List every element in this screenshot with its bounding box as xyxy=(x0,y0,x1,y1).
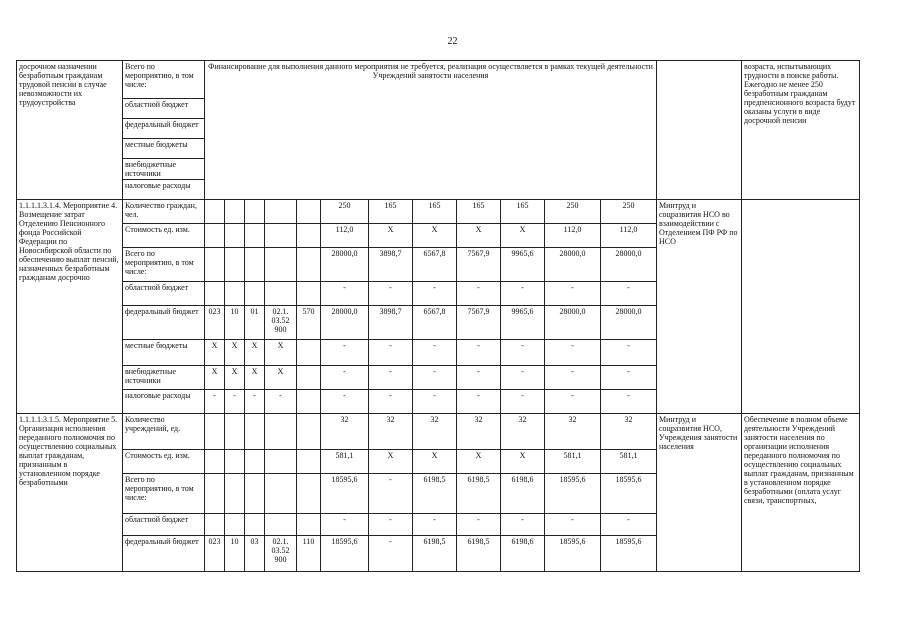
budget-code: Х xyxy=(225,366,245,390)
budget-code: 10 xyxy=(225,306,245,340)
budget-code xyxy=(205,248,225,282)
value-cell: 581,1 xyxy=(321,450,369,474)
budget-code: 023 xyxy=(205,306,225,340)
value-cell: - xyxy=(545,282,601,306)
table-row xyxy=(17,200,860,224)
value-cell: 3898,7 xyxy=(369,248,413,282)
value-cell: - xyxy=(369,390,413,414)
budget-code xyxy=(225,224,245,248)
budget-code xyxy=(245,474,265,514)
budget-code: Х xyxy=(265,366,297,390)
row-label: внебюджетные источники xyxy=(123,366,205,390)
budget-code xyxy=(265,474,297,514)
value-cell: Х xyxy=(457,450,501,474)
value-cell: 18595,6 xyxy=(321,474,369,514)
row-label: федеральный бюджет xyxy=(123,306,205,340)
value-cell: 9965,6 xyxy=(501,306,545,340)
value-cell: - xyxy=(457,366,501,390)
value-cell: 28000,0 xyxy=(601,248,657,282)
value-cell: 6567,8 xyxy=(413,248,457,282)
value-cell: 581,1 xyxy=(601,450,657,474)
budget-code: Х xyxy=(205,366,225,390)
value-cell: - xyxy=(457,282,501,306)
value-cell: 165 xyxy=(413,200,457,224)
budget-code xyxy=(297,450,321,474)
value-cell: 112,0 xyxy=(321,224,369,248)
value-cell: 18595,6 xyxy=(601,474,657,514)
value-cell: 6198,5 xyxy=(457,536,501,572)
budget-code xyxy=(265,282,297,306)
expected-result xyxy=(742,200,860,414)
value-cell: Х xyxy=(369,450,413,474)
value-cell: - xyxy=(457,390,501,414)
row-label: федеральный бюджет xyxy=(123,536,205,572)
value-cell: - xyxy=(601,514,657,536)
budget-code: - xyxy=(225,390,245,414)
row-label: налоговые расходы xyxy=(123,180,205,200)
value-cell: 6198,5 xyxy=(413,536,457,572)
row-label: местные бюджеты xyxy=(123,340,205,366)
value-cell: - xyxy=(413,390,457,414)
value-cell: 165 xyxy=(457,200,501,224)
budget-code: 10 xyxy=(225,536,245,572)
budget-code: 023 xyxy=(205,536,225,572)
value-cell: 112,0 xyxy=(545,224,601,248)
row-label: областной бюджет xyxy=(123,99,205,119)
value-cell: 581,1 xyxy=(545,450,601,474)
value-cell: - xyxy=(369,474,413,514)
value-cell: - xyxy=(321,390,369,414)
value-cell: - xyxy=(501,514,545,536)
value-cell: 6567,8 xyxy=(413,306,457,340)
expected-result: возраста, испытывающих трудности в поиске работы. Ежегодно не менее 250 безработным гражданам предпенсионного возраста будут оказаны услуги в виде досрочной пенсии xyxy=(742,61,860,200)
budget-code: - xyxy=(245,390,265,414)
budget-code xyxy=(205,514,225,536)
value-cell: 18595,6 xyxy=(545,474,601,514)
executor xyxy=(657,61,742,200)
activity-title: 1.1.1.1.3.1.5. Мероприятие 5. Организация исполнения переданного полномочия по осуществлению социальных выплат гражданам, признанным в установленном порядке безработными xyxy=(17,414,123,572)
row-label: Всего по мероприятию, в том числе: xyxy=(123,61,205,99)
value-cell: 9965,6 xyxy=(501,248,545,282)
value-cell: - xyxy=(545,390,601,414)
table-row xyxy=(17,61,860,99)
value-cell: - xyxy=(601,282,657,306)
value-cell: - xyxy=(457,514,501,536)
row-label: областной бюджет xyxy=(123,282,205,306)
value-cell: Х xyxy=(413,224,457,248)
value-cell: - xyxy=(601,340,657,366)
budget-code: Х xyxy=(245,366,265,390)
value-cell: - xyxy=(545,366,601,390)
budget-code xyxy=(225,474,245,514)
budget-code xyxy=(297,282,321,306)
budget-code: 110 xyxy=(297,536,321,572)
value-cell: 6198,5 xyxy=(457,474,501,514)
budget-code xyxy=(297,390,321,414)
value-cell: 3898,7 xyxy=(369,306,413,340)
value-cell: 165 xyxy=(369,200,413,224)
value-cell: 112,0 xyxy=(601,224,657,248)
value-cell: Х xyxy=(501,450,545,474)
value-cell: - xyxy=(413,366,457,390)
value-cell: 18595,6 xyxy=(321,536,369,572)
row-label: Всего по мероприятию, в том числе: xyxy=(123,248,205,282)
value-cell: 7567,9 xyxy=(457,248,501,282)
value-cell: - xyxy=(601,390,657,414)
budget-code xyxy=(205,414,225,450)
budget-code xyxy=(225,282,245,306)
value-cell: - xyxy=(501,366,545,390)
budget-code xyxy=(265,414,297,450)
value-cell: 250 xyxy=(321,200,369,224)
table-row xyxy=(17,414,860,450)
value-cell: 6198,6 xyxy=(501,474,545,514)
budget-code xyxy=(265,450,297,474)
value-cell: 7567,9 xyxy=(457,306,501,340)
value-cell: 6198,5 xyxy=(413,474,457,514)
budget-code: - xyxy=(205,390,225,414)
value-cell: 32 xyxy=(369,414,413,450)
row-label: налоговые расходы xyxy=(123,390,205,414)
budget-code xyxy=(245,224,265,248)
executor: Минтруд и соцразвития НСО во взаимодействии с Отделением ПФ РФ по НСО xyxy=(657,200,742,414)
value-cell: 28000,0 xyxy=(545,306,601,340)
budget-code xyxy=(265,248,297,282)
budget-code xyxy=(265,200,297,224)
value-cell: - xyxy=(321,366,369,390)
value-cell: - xyxy=(321,282,369,306)
value-cell: - xyxy=(413,514,457,536)
value-cell: - xyxy=(369,340,413,366)
expected-result: Обеспечение в полном объеме деятельности Учреждений занятости населения по организации исполнения переданного полномочия по осуществлению социальных выплат гражданам, признанным в установленном порядке безработными (оплата услуг связи, транспортных, xyxy=(742,414,860,572)
value-cell: 18595,6 xyxy=(601,536,657,572)
budget-code: 03 xyxy=(245,536,265,572)
budget-code xyxy=(205,200,225,224)
budget-code xyxy=(245,282,265,306)
budget-code xyxy=(297,224,321,248)
value-cell: - xyxy=(413,340,457,366)
value-cell: - xyxy=(369,536,413,572)
budget-code: Х xyxy=(225,340,245,366)
budget-code xyxy=(205,224,225,248)
budget-code xyxy=(245,248,265,282)
row-label: Всего по мероприятию, в том числе: xyxy=(123,474,205,514)
value-cell: - xyxy=(321,340,369,366)
executor: Минтруд и соцразвития НСО, Учреждения занятости населения xyxy=(657,414,742,572)
row-label: местные бюджеты xyxy=(123,139,205,159)
value-cell: 28000,0 xyxy=(601,306,657,340)
budget-code xyxy=(297,200,321,224)
budget-code xyxy=(205,450,225,474)
value-cell: Х xyxy=(413,450,457,474)
value-cell: 28000,0 xyxy=(545,248,601,282)
budget-code xyxy=(297,414,321,450)
program-activities-table xyxy=(16,60,860,572)
value-cell: - xyxy=(501,390,545,414)
budget-code xyxy=(225,200,245,224)
value-cell: - xyxy=(321,514,369,536)
budget-code: Х xyxy=(245,340,265,366)
value-cell: - xyxy=(369,514,413,536)
budget-code xyxy=(297,514,321,536)
budget-code xyxy=(265,224,297,248)
budget-code xyxy=(205,282,225,306)
value-cell: - xyxy=(457,340,501,366)
value-cell: Х xyxy=(457,224,501,248)
row-label: областной бюджет xyxy=(123,514,205,536)
budget-code xyxy=(225,414,245,450)
budget-code xyxy=(225,514,245,536)
budget-code: 02.1. 03.52 900 xyxy=(265,306,297,340)
value-cell: - xyxy=(369,366,413,390)
budget-code: - xyxy=(265,390,297,414)
budget-code xyxy=(245,200,265,224)
row-label: Количество учреждений, ед. xyxy=(123,414,205,450)
value-cell: 165 xyxy=(501,200,545,224)
budget-code xyxy=(265,514,297,536)
budget-code: Х xyxy=(265,340,297,366)
value-cell: 28000,0 xyxy=(321,248,369,282)
budget-code xyxy=(297,340,321,366)
row-label: федеральный бюджет xyxy=(123,119,205,139)
page-number: 22 xyxy=(447,36,458,47)
value-cell: - xyxy=(369,282,413,306)
value-cell: 32 xyxy=(501,414,545,450)
budget-code xyxy=(245,414,265,450)
value-cell: - xyxy=(501,282,545,306)
budget-code xyxy=(297,366,321,390)
budget-code xyxy=(297,248,321,282)
value-cell: 28000,0 xyxy=(321,306,369,340)
value-cell: 32 xyxy=(601,414,657,450)
value-cell: 250 xyxy=(601,200,657,224)
row-label: внебюджетные источники xyxy=(123,159,205,180)
value-cell: - xyxy=(545,514,601,536)
value-cell: - xyxy=(413,282,457,306)
value-cell: 32 xyxy=(321,414,369,450)
value-cell: - xyxy=(501,340,545,366)
value-cell: Х xyxy=(501,224,545,248)
budget-code xyxy=(245,450,265,474)
value-cell: 32 xyxy=(457,414,501,450)
table-body xyxy=(17,61,860,572)
value-cell: - xyxy=(601,366,657,390)
budget-code: 570 xyxy=(297,306,321,340)
activity-title: 1.1.1.1.3.1.4. Мероприятие 4. Возмещение затрат Отделению Пенсионного фонда Российской Федерации по Новосибирской области по обеспечению выплат пенсий, назначенных безработным гражданам досрочно xyxy=(17,200,123,414)
value-cell: - xyxy=(545,340,601,366)
row-label: Стоимость ед. изм. xyxy=(123,450,205,474)
value-cell: 250 xyxy=(545,200,601,224)
budget-code xyxy=(225,248,245,282)
activity-title: досрочном назначении безработным гражданам трудовой пенсии в случае невозможности их трудоустройства xyxy=(17,61,123,200)
budget-code xyxy=(225,450,245,474)
value-cell: 18595,6 xyxy=(545,536,601,572)
budget-code: 01 xyxy=(245,306,265,340)
budget-code: Х xyxy=(205,340,225,366)
budget-code: 02.1. 03.52 900 xyxy=(265,536,297,572)
budget-code xyxy=(205,474,225,514)
row-label: Стоимость ед. изм. xyxy=(123,224,205,248)
value-cell: Х xyxy=(369,224,413,248)
budget-code xyxy=(297,474,321,514)
value-cell: 6198,6 xyxy=(501,536,545,572)
value-cell: 32 xyxy=(413,414,457,450)
row-label: Количество граждан, чел. xyxy=(123,200,205,224)
budget-code xyxy=(245,514,265,536)
value-cell: 32 xyxy=(545,414,601,450)
funding-note: Финансирование для выполнения данного мероприятия не требуется, реализация осуществляется в рамках текущей деятельности Учреждений занятости населения xyxy=(205,61,657,200)
